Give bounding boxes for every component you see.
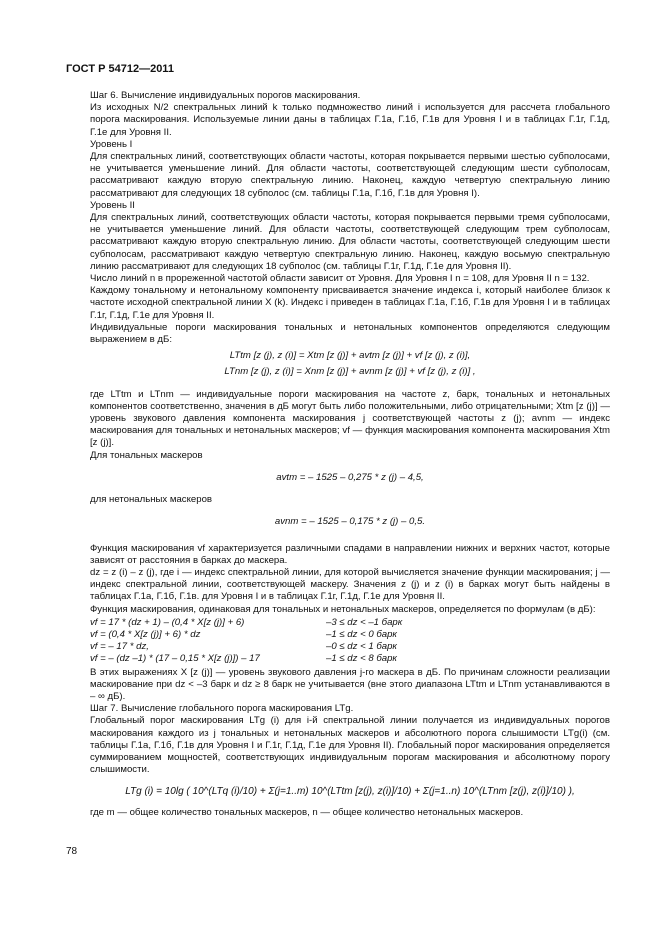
formula-lt-nm: LTnm [z (j), z (i)] = Xnm [z (j)] + avnm [z (j)] + vf [z (j), z (i)] , [224,366,476,378]
paragraph: В этих выражениях X [z (j)] — уровень звукового давления j-го маскера в дБ. По причинам сложности реализации маскирование при dz < –3 барк и dz ≥ 8 барк не учитывается (вне этого диапазона LTtm и LTnm устанавливаются в – ∞ дБ). [90,666,610,702]
vf-expression: vf = 17 * (dz + 1) – (0,4 * X[z (j)] + 6) [90,616,245,628]
vf-expression: vf = – 17 * dz, [90,641,149,653]
paragraph: Функция маскирования vf характеризуется различными спадами в направлении нижних и верхних частот, которые зависят от расстояния в барках до маскера. [90,542,610,566]
tonal-maskers-label: Для тональных маскеров [90,449,203,461]
vf-range: –3 ≤ dz < –1 барк [326,616,403,628]
paragraph: Каждому тональному и нетональному компоненту присваивается значение индекса i, который наиболее близок к частоте исходной спектральной линии X (k). Индекс i приведен в таблицах Г.1а, Г.1б, Г.1в для Уровня I и в таблицах Г.1г, Г.1д, Г.1е для Уровня II. [90,285,610,321]
nontonal-maskers-label: для нетональных маскеров [90,494,213,506]
closing-line: где m — общее количество тональных маскеров, n — общее количество нетональных маскеров. [90,806,524,818]
table-row [90,653,402,665]
vf-range: –0 ≤ dz < 1 барк [326,641,397,653]
formula-av-tm: avtm = – 1525 – 0,275 * z (j) – 4,5, [276,471,424,483]
page-number: 78 [66,846,78,857]
step-6-heading: Шаг 6. Вычисление индивидуальных порогов маскирования. [90,90,361,101]
table-row [90,641,402,653]
paragraph: где LTtm и LTnm — индивидуальные пороги маскирования на частоте z, барк, тональных и нетональных компонентов соответственно, значения в дБ могут быть либо положительными, либо отрицательными; Xtm [z (j)] — уровень звукового давления компонента маскирования j соответствующей частоты z (j); avnm — индекс маскирования для тональных и нетональных маскеров; vf — функция маскирования компонента маскирования Xtm [z (j)]. [90,388,610,449]
vf-range: –1 ≤ dz < 0 барк [326,628,397,640]
vf-range: –1 ≤ dz < 8 барк [326,653,397,665]
paragraph: Глобальный порог маскирования LTg (i) для i-й спектральной линии получается из индивидуальных порогов маскирования каждого из j тональных и нетональных маскеров и абсолютного порога слышимости LTg(i) (см. таблицы Г.1а, Г.1б, Г.1в для Уровня I и Г.1г, Г.1д, Г.1е для Уровня II). Глобальный порог маскирования определяется суммированием мощностей, соответствующих индивидуальным порогам маскирования и абсолютному порогу слышимости. [90,715,610,776]
paragraph: Из исходных N/2 спектральных линий k только подмножество линий i используется для рассчета глобального порога маскирования. Используемые линии даны в таблицах Г.1а, Г.1б, Г.1в для Уровня I и в таблицах Г.1г, Г.1д, Г.1е для Уровня II. [90,102,610,138]
vf-expression: vf = (0,4 * X[z (j)] + 6) * dz [90,628,201,640]
paragraph: Число линий n в прореженной частотой области зависит от Уровня. Для Уровня I n = 108, для Уровня II n = 132. [90,273,590,285]
masking-function-table [90,617,402,666]
table-row [90,629,402,641]
vf-expression: vf = – (dz –1) * (17 – 0,15 * X[z (j)]) – 17 [90,653,260,665]
document-header: ГОСТ Р 54712—2011 [66,63,174,75]
formula-global-threshold: LTg (i) = 10lg ( 10^(LTq (i)/10) + Σ(j=1..m) 10^(LTtm [z(j), z(i)]/10) + Σ(j=1..n) 10^(LTnm [z(j), z(i)]/10) ), [125,786,575,798]
level-1-heading: Уровень I [90,138,133,150]
paragraph: Функция маскирования, одинаковая для тональных и нетональных маскеров, определяется по формулам (в дБ): [90,603,596,615]
paragraph: Индивидуальные пороги маскирования тональных и нетональных компонентов определяются следующим выражением в дБ: [90,321,610,346]
formula-lt-tm: LTtm [z (j), z (i)] = Xtm [z (j)] + avtm [z (j)] + vf [z (j), z (i)], [229,350,471,362]
level-2-heading: Уровень II [90,199,135,211]
table-row [90,617,402,629]
paragraph: Для спектральных линий, соответствующих области частоты, которая покрывается первыми шестью субполосами, не учитывается уменьшение линий. Для области частоты, соответствующей следующим шести субполосам, рассматривают каждую вторую спектральную линию. Наконец, каждую четвертую спектральную линию рассматривают для следующих 18 субполос (см. таблицы Г.1а, Г.1б, Г.1в для Уровня I). [90,151,610,199]
paragraph: dz = z (i) – z (j), где i — индекс спектральной линии, для которой вычисляется значение функции маскирования; j — индекс спектральной линии, соответствующей маскеру. Значения z (j) и z (i) в барках могут быть найдены в таблицах Г.1а, Г.1б, Г.1в. для Уровня I и в таблицах Г.1г, Г.1д, Г.1е для Уровня II. [90,566,610,603]
formula-av-nm: avnm = – 1525 – 0,175 * z (j) – 0,5. [274,516,426,528]
paragraph: Для спектральных линий, соответствующих области частоты, которая покрывается первыми тремя субполосами, не учитывается уменьшение линий. Для области частоты, соответствующей следующим трем субполосам, рассматривают каждую вторую спектральную линию. Для области частоты, соответствующей следующим шести субполосам, рассматривают каждую четвертую спектральную линию. Наконец, каждую восьмую спектральную линию рассматривают для следующих 18 субполос (см. таблицы Г.1г, Г.1д, Г.1е для Уровня II). [90,212,610,272]
step-7-heading: Шаг 7. Вычисление глобального порога маскирования LTg. [90,703,354,715]
page-body [90,90,610,819]
